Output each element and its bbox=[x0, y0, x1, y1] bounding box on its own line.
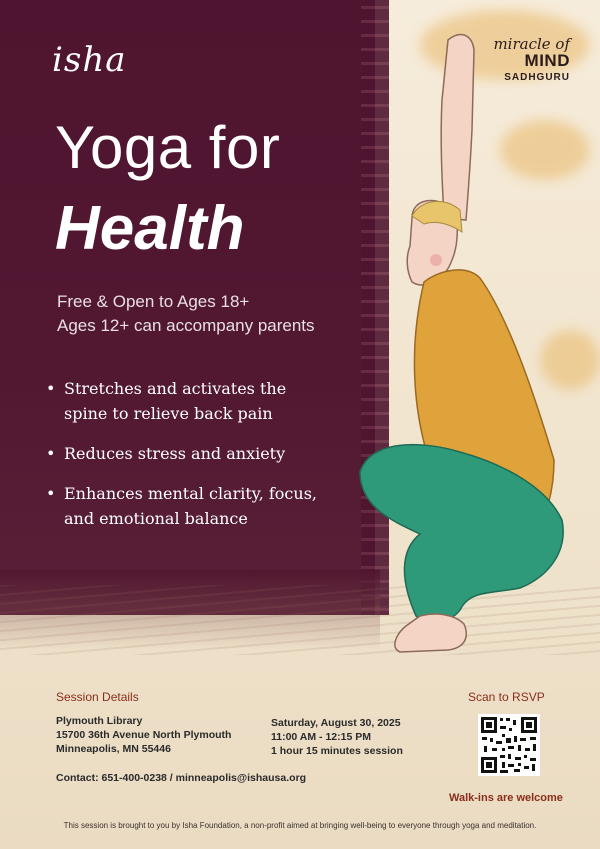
venue-address1: 15700 36th Avenue North Plymouth bbox=[56, 729, 232, 741]
subtitle bbox=[57, 290, 315, 338]
session-date: Saturday, August 30, 2025 bbox=[271, 717, 401, 729]
bullet-icon: • bbox=[46, 444, 56, 463]
session-time: 11:00 AM - 12:15 PM bbox=[271, 731, 371, 743]
partner-line1: miracle of bbox=[493, 35, 570, 53]
venue-name: Plymouth Library bbox=[56, 715, 143, 727]
headline-line2: Health bbox=[55, 194, 245, 263]
partner-line2: MIND bbox=[524, 51, 570, 70]
bullet-icon: • bbox=[46, 379, 56, 398]
partner-line3: SADHGURU bbox=[504, 72, 570, 83]
benefit-item: • Reduces stress and anxiety bbox=[46, 441, 346, 466]
bullet-icon: • bbox=[46, 484, 56, 503]
rsvp-qr-code[interactable] bbox=[478, 714, 540, 776]
walk-ins-note: Walk-ins are welcome bbox=[449, 792, 563, 804]
session-duration: 1 hour 15 minutes session bbox=[271, 745, 403, 757]
benefit-list bbox=[46, 376, 346, 546]
schedule-block bbox=[271, 716, 403, 758]
venue-address2: Minneapolis, MN 55446 bbox=[56, 743, 171, 755]
yoga-figure-illustration bbox=[340, 20, 580, 660]
benefit-item: • Enhances mental clarity, focus, and emotional balance bbox=[46, 481, 346, 531]
headline-line1: Yoga for bbox=[55, 114, 281, 181]
session-details-heading: Session Details bbox=[56, 690, 139, 704]
footer-note: This session is brought to you by Isha Foundation, a non-profit aimed at bringing well-being to everyone through yoga and meditation. bbox=[63, 821, 537, 830]
contact-info: Contact: 651-400-0238 / minneapolis@ishausa.org bbox=[56, 772, 307, 784]
subtitle-line1: Free & Open to Ages 18+ bbox=[57, 292, 250, 311]
subtitle-line2: Ages 12+ can accompany parents bbox=[57, 316, 315, 335]
isha-logo: isha bbox=[52, 40, 127, 80]
benefit-item: • Stretches and activates the spine to relieve back pain bbox=[46, 376, 346, 426]
rsvp-heading: Scan to RSVP bbox=[468, 690, 545, 704]
venue-block bbox=[56, 714, 231, 756]
